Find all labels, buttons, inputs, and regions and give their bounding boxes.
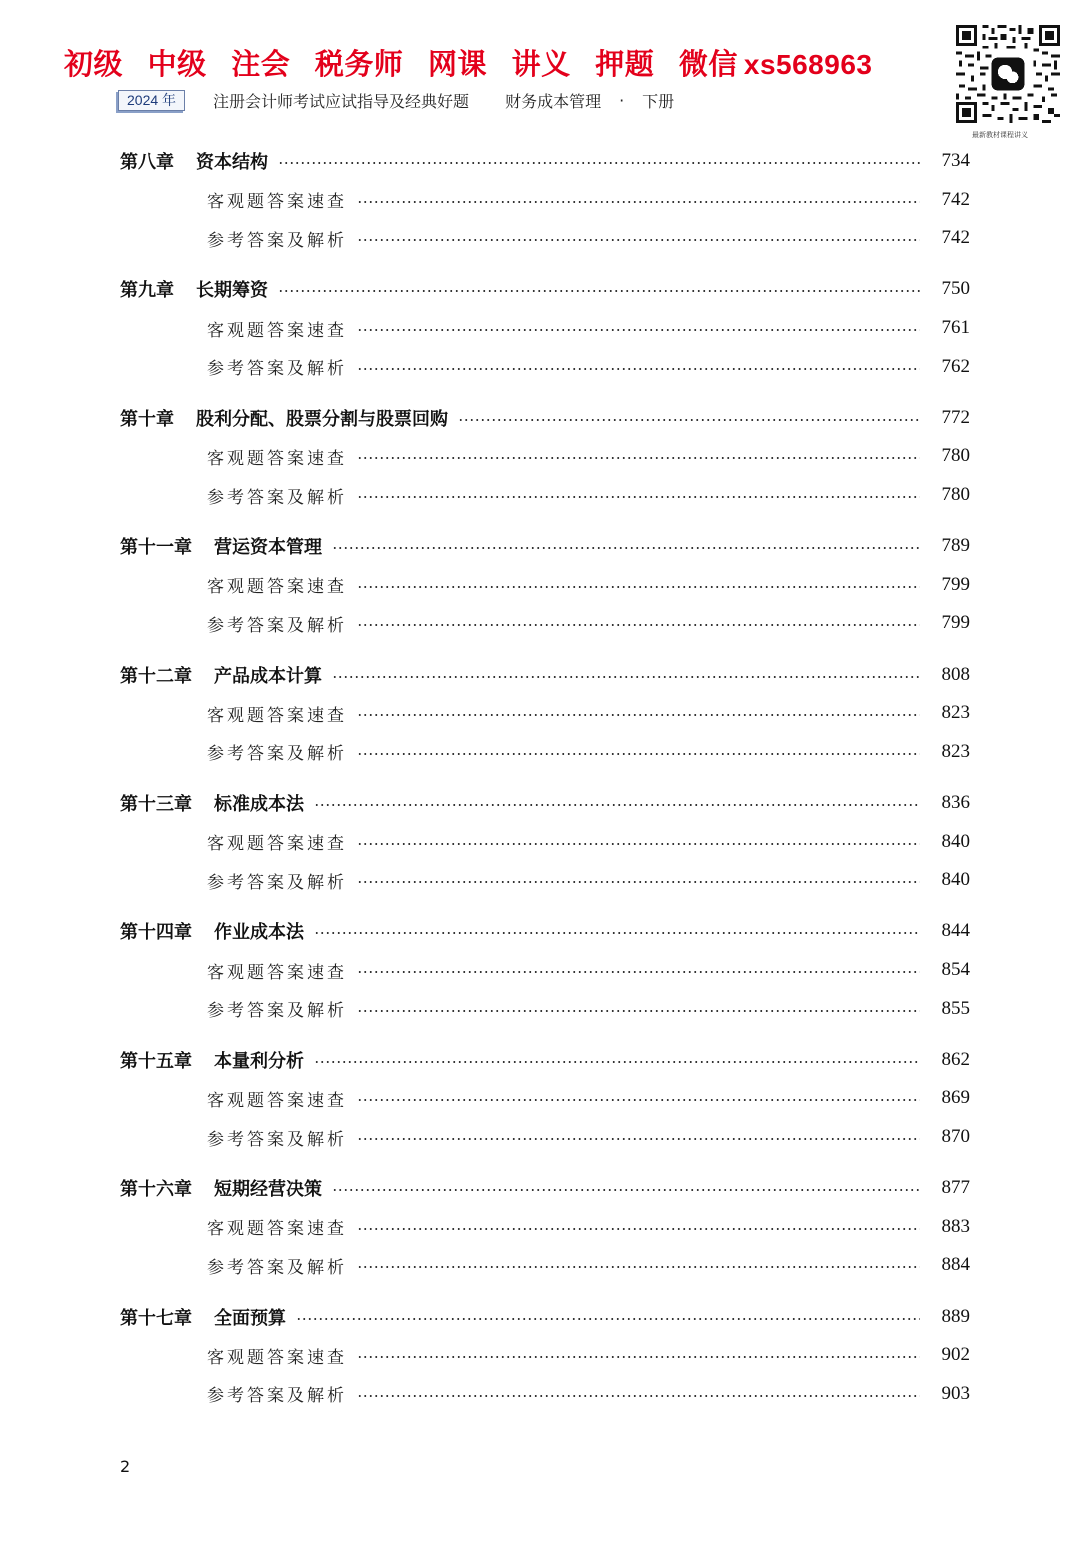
section-page-number: 823: [941, 702, 970, 724]
section-title: 参考答案及解析: [207, 1001, 347, 1022]
banner-item: 税务师: [314, 47, 404, 81]
section-title: 参考答案及解析: [207, 359, 347, 380]
dot-leader: [357, 368, 920, 370]
banner-item: 初级: [64, 47, 124, 81]
section-page-number: 855: [941, 997, 970, 1019]
section-page-number: 903: [941, 1382, 970, 1404]
chapter-title: 作业成本法: [214, 922, 304, 944]
dot-leader: [314, 1061, 920, 1063]
running-head: [118, 88, 674, 112]
section-page-number: 854: [941, 959, 970, 980]
chapter-title: 本量利分析: [214, 1050, 304, 1072]
toc-chapter-label: [120, 276, 268, 302]
section-page-number: 761: [941, 317, 970, 338]
chapter-page-number: 862: [941, 1048, 970, 1070]
toc-section-entry[interactable]: [0, 829, 1084, 855]
chapter-number: 第八章: [120, 152, 174, 173]
dot-leader: [357, 881, 920, 883]
dot-leader: [278, 290, 920, 292]
chapter-number: 第十七章: [120, 1307, 192, 1329]
chapter-title: 营运资本管理: [214, 537, 322, 559]
wechat-id: xs568963: [743, 49, 873, 80]
section-title: 参考答案及解析: [207, 615, 347, 636]
toc-chapter-label: [120, 148, 268, 174]
section-title: 参考答案及解析: [207, 744, 347, 765]
chapter-page-number: 734: [941, 150, 970, 171]
chapter-page-number: 889: [941, 1305, 970, 1327]
section-title: 参考答案及解析: [207, 1129, 347, 1150]
chapter-number: 第十二章: [120, 665, 192, 687]
toc-section-entry[interactable]: [0, 700, 1084, 726]
toc-chapter-label: [120, 918, 304, 944]
chapter-number: 第十三章: [120, 794, 192, 815]
section-title: 参考答案及解析: [207, 1386, 347, 1407]
qr-caption: 最新教材课程讲义: [972, 131, 1028, 139]
toc-section-entry[interactable]: [0, 572, 1084, 598]
chapter-title: 长期筹资: [196, 280, 268, 302]
section-title: 参考答案及解析: [207, 230, 347, 251]
dot-leader: [314, 932, 920, 934]
toc-section-entry[interactable]: [0, 187, 1084, 213]
section-page-number: 742: [941, 227, 970, 249]
dot-leader: [357, 1266, 920, 1268]
section-page-number: 762: [941, 355, 970, 377]
section-page-number: 799: [941, 573, 970, 595]
banner-item: 注会: [231, 47, 291, 81]
section-title: 客观题答案速查: [207, 192, 347, 213]
toc-section-entry[interactable]: [0, 996, 1084, 1022]
dot-leader: [357, 843, 920, 845]
section-title: 客观题答案速查: [207, 1090, 347, 1111]
chapter-page-number: 877: [941, 1177, 970, 1199]
dot-leader: [332, 547, 920, 549]
section-title: 参考答案及解析: [207, 1257, 347, 1278]
toc-section-entry[interactable]: [0, 1085, 1084, 1111]
chapter-title: 资本结构: [196, 152, 268, 173]
toc-section-entry[interactable]: [0, 354, 1084, 380]
toc-chapter-entry[interactable]: [0, 405, 1084, 431]
separator: ·: [619, 90, 625, 110]
toc-chapter-label: [120, 533, 322, 559]
dot-leader: [332, 676, 920, 678]
section-page-number: 780: [941, 484, 970, 505]
subject-title: 财务成本管理: [505, 91, 602, 111]
section-title: 客观题答案速查: [207, 320, 347, 341]
section-page-number: 823: [941, 740, 970, 762]
dot-leader: [278, 162, 920, 164]
toc-section-entry[interactable]: [0, 957, 1084, 983]
dot-leader: [357, 753, 920, 755]
toc-section-entry[interactable]: [0, 315, 1084, 341]
dot-leader: [357, 457, 920, 459]
chapter-title: 短期经营决策: [214, 1179, 322, 1201]
banner-item: 网课: [428, 47, 488, 81]
section-page-number: 799: [941, 612, 970, 634]
dot-leader: [357, 1099, 920, 1101]
dot-leader: [296, 1318, 920, 1320]
toc-chapter-label: [120, 790, 304, 816]
toc-section-entry[interactable]: [0, 443, 1084, 469]
section-title: 客观题答案速查: [207, 962, 347, 983]
section-page-number: 869: [941, 1087, 970, 1109]
section-title: 客观题答案速查: [207, 448, 347, 469]
chapter-number: 第十四章: [120, 922, 192, 944]
dot-leader: [332, 1189, 920, 1191]
toc-chapter-label: [120, 662, 322, 688]
section-page-number: 742: [941, 188, 970, 210]
chapter-title: 全面预算: [214, 1307, 286, 1329]
chapter-number: 第十章: [120, 408, 174, 430]
dot-leader: [458, 419, 920, 421]
chapter-page-number: 808: [941, 663, 970, 685]
section-page-number: 840: [941, 830, 970, 852]
promo-banner: [64, 42, 886, 83]
chapter-number: 第九章: [120, 280, 174, 302]
dot-leader: [357, 201, 920, 203]
toc-section-entry[interactable]: [0, 225, 1084, 251]
section-title: 客观题答案速查: [207, 1347, 347, 1368]
section-title: 客观题答案速查: [207, 705, 347, 726]
dot-leader: [357, 1010, 920, 1012]
chapter-page-number: 772: [941, 406, 970, 428]
section-page-number: 902: [941, 1344, 970, 1366]
page-number: 2: [120, 1457, 131, 1476]
dot-leader: [357, 1138, 920, 1140]
chapter-page-number: 789: [941, 535, 970, 557]
section-title: 参考答案及解析: [207, 872, 347, 893]
wechat-qr-code-icon: [952, 22, 1064, 126]
toc-chapter-label: [120, 1304, 286, 1330]
toc-chapter-entry[interactable]: [0, 662, 1084, 688]
toc-chapter-label: [120, 1175, 322, 1201]
dot-leader: [357, 971, 920, 973]
chapter-page-number: 844: [941, 920, 970, 942]
banner-item: 押题: [595, 47, 655, 81]
toc-section-entry[interactable]: [0, 739, 1084, 765]
volume-label: 下册: [642, 91, 675, 111]
section-title: 客观题答案速查: [207, 1219, 347, 1240]
toc-chapter-entry[interactable]: [0, 533, 1084, 559]
toc-section-entry[interactable]: [0, 610, 1084, 636]
toc-section-entry[interactable]: [0, 1381, 1084, 1407]
dot-leader: [357, 586, 920, 588]
section-page-number: 884: [941, 1254, 970, 1276]
toc-section-entry[interactable]: [0, 482, 1084, 508]
chapter-title: 产品成本计算: [214, 665, 322, 687]
toc-chapter-entry[interactable]: [0, 790, 1084, 816]
toc-chapter-entry[interactable]: [0, 276, 1084, 302]
toc-section-entry[interactable]: [0, 867, 1084, 893]
section-page-number: 883: [941, 1215, 970, 1237]
dot-leader: [357, 1395, 920, 1397]
toc-chapter-entry[interactable]: [0, 148, 1084, 174]
section-title: 客观题答案速查: [207, 577, 347, 598]
toc-chapter-label: [120, 405, 448, 431]
dot-leader: [357, 714, 920, 716]
section-page-number: 870: [941, 1126, 970, 1147]
section-page-number: 780: [941, 445, 970, 467]
chapter-number: 第十五章: [120, 1050, 192, 1072]
year-badge: 2024 年: [118, 90, 185, 111]
dot-leader: [357, 1228, 920, 1230]
toc-chapter-entry[interactable]: [0, 918, 1084, 944]
toc-chapter-entry[interactable]: [0, 1304, 1084, 1330]
toc-section-entry[interactable]: [0, 1342, 1084, 1368]
toc-section-entry[interactable]: [0, 1124, 1084, 1150]
banner-item: 中级: [147, 47, 207, 81]
banner-item: 微信: [678, 47, 738, 81]
chapter-number: 第十六章: [120, 1179, 192, 1201]
chapter-title: 标准成本法: [214, 794, 304, 815]
dot-leader: [357, 496, 920, 498]
toc-section-entry[interactable]: [0, 1252, 1084, 1278]
toc-chapter-label: [120, 1047, 304, 1073]
chapter-page-number: 836: [941, 792, 970, 813]
toc-section-entry[interactable]: [0, 1214, 1084, 1240]
dot-leader: [357, 239, 920, 241]
section-page-number: 840: [941, 869, 970, 891]
dot-leader: [314, 804, 920, 806]
chapter-page-number: 750: [941, 278, 970, 300]
banner-item: 讲义: [511, 47, 571, 81]
book-title: 注册会计师考试应试指导及经典好题: [213, 91, 470, 111]
dot-leader: [357, 329, 920, 331]
section-title: 参考答案及解析: [207, 487, 347, 508]
dot-leader: [357, 624, 920, 626]
toc-chapter-entry[interactable]: [0, 1047, 1084, 1073]
section-title: 客观题答案速查: [207, 834, 347, 855]
toc-chapter-entry[interactable]: [0, 1175, 1084, 1201]
chapter-number: 第十一章: [120, 537, 192, 559]
chapter-title: 股利分配、股票分割与股票回购: [196, 408, 448, 430]
dot-leader: [357, 1356, 920, 1358]
